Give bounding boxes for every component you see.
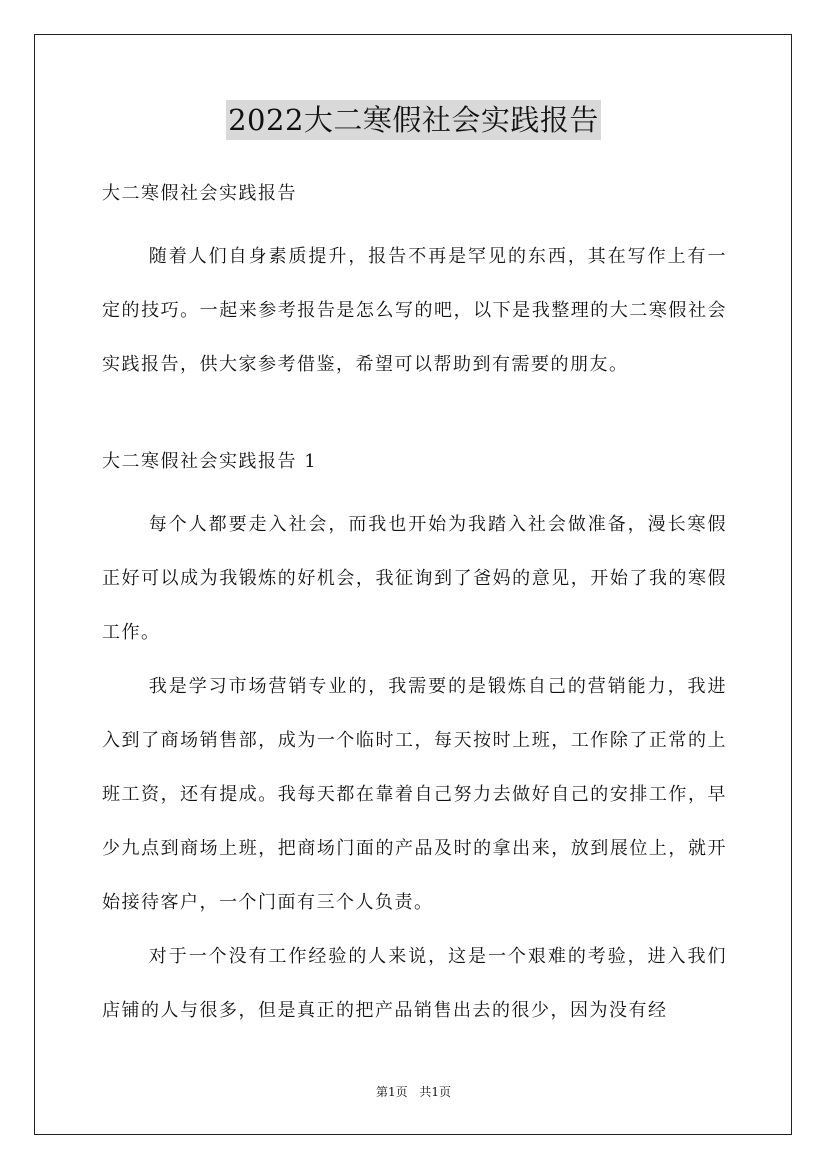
document-subtitle: 大二寒假社会实践报告 xyxy=(102,183,297,204)
document-title: 2022大二寒假社会实践报告 xyxy=(226,100,601,140)
page-total: 共1页 xyxy=(419,1085,452,1099)
section-heading: 大二寒假社会实践报告 1 xyxy=(102,451,318,472)
body-paragraph: 每个人都要走入社会，而我也开始为我踏入社会做准备，漫长寒假正好可以成为我锻炼的好机会，我征询到了爸妈的意见，开始了我的寒假工作。 xyxy=(102,514,727,643)
page-number: 第1页 xyxy=(375,1085,408,1099)
intro-paragraph: 随着人们自身素质提升，报告不再是罕见的东西，其在写作上有一定的技巧。一起来参考报告是怎么写的吧，以下是我整理的大二寒假社会实践报告，供大家参考借鉴，希望可以帮助到有需要的朋友。 xyxy=(102,246,727,375)
body-paragraph: 对于一个没有工作经验的人来说，这是一个艰难的考验，进入我们店铺的人与很多，但是真正的把产品销售出去的很少，因为没有经 xyxy=(102,946,727,1021)
body-paragraph: 我是学习市场营销专业的，我需要的是锻炼自己的营销能力，我进入到了商场销售部，成为一个临时工，每天按时上班，工作除了正常的上班工资，还有提成。我每天都在靠着自己努力去做好自己的安排工作，早少九点到商场上班，把商场门面的产品及时的拿出来，放到展位上，就开始接待客户，一个门面有三个人负责。 xyxy=(102,676,727,913)
title-container xyxy=(0,100,827,140)
page-footer xyxy=(0,1084,827,1100)
document-body xyxy=(102,176,727,1038)
